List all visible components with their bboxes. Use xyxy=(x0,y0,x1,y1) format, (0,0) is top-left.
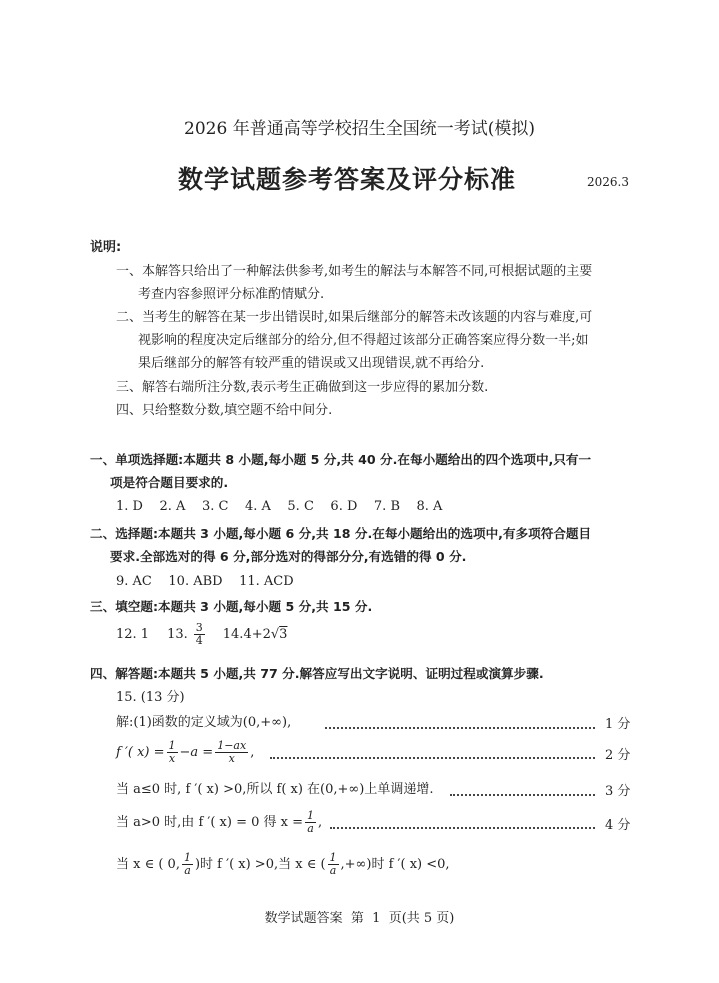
leader-dots xyxy=(270,757,595,759)
q15-step-5 xyxy=(116,852,450,877)
exam-title: 2026 年普通高等学校招生全国统一考试(模拟) xyxy=(184,119,535,139)
step2-fraction-1-den: x xyxy=(168,752,176,765)
instruction-2-line-1: 二、当考生的解答在某一步出错误时,如果后继部分的解答未改该题的内容与难度,可 xyxy=(116,310,593,325)
step5-fraction-1 xyxy=(182,852,193,877)
leader-dots xyxy=(450,794,595,796)
leader-dots xyxy=(325,727,595,729)
step5-fraction-1-num: 1 xyxy=(183,851,191,864)
step4-tail: , xyxy=(318,814,323,830)
q15-step-1: 解:(1)函数的定义域为(0,+∞), xyxy=(116,715,292,730)
page-title: 数学试题参考答案及评分标准 xyxy=(178,165,517,194)
q15-step-3-score: 3 分 xyxy=(605,784,631,799)
section2-heading-line-1: 二、选择题:本题共 3 小题,每小题 6 分,共 18 分.在每小题给出的选项中,有多项符合题目 xyxy=(90,526,592,541)
section1-heading-line-2: 项是符合题目要求的. xyxy=(110,475,229,490)
step5-fraction-2 xyxy=(328,852,339,877)
instruction-2-line-3: 果后继部分的解答有较严重的错误或又出现错误,就不再给分. xyxy=(138,356,485,371)
answer-14-prefix: 14.4+2 xyxy=(222,626,271,642)
answer-13-label: 13. xyxy=(167,626,188,642)
section1-answers: 1. D 2. A 3. C 4. A 5. C 6. D 7. B 8. A xyxy=(116,499,443,514)
step2-fraction-2-den: x xyxy=(228,752,235,765)
section3-heading: 三、填空题:本题共 3 小题,每小题 5 分,共 15 分. xyxy=(90,599,373,614)
step2-fraction-1 xyxy=(167,740,178,765)
instruction-4: 四、只给整数分数,填空题不给中间分. xyxy=(116,403,333,418)
exam-date: 2026.3 xyxy=(587,175,629,189)
instructions-label: 说明: xyxy=(90,240,122,255)
answer-12: 12. 1 xyxy=(116,626,150,642)
page-footer: 数学试题答案 第 1 页(共 5 页) xyxy=(264,911,455,926)
step2-fraction-2 xyxy=(215,740,248,765)
step5-fraction-2-num: 1 xyxy=(329,851,337,864)
answer-14-radicand: 3 xyxy=(279,626,288,642)
section2-answers: 9. AC 10. ABD 11. ACD xyxy=(116,574,294,589)
step4-fraction xyxy=(305,810,316,835)
section2-heading-line-2: 要求.全部选对的得 6 分,部分选对的得部分分,有选错的得 0 分. xyxy=(110,549,467,564)
step4-fraction-den: a xyxy=(307,822,314,835)
step2-fraction-2-num: 1−ax xyxy=(217,739,247,752)
step5-part-a: 当 x ∈ ( 0, xyxy=(116,856,180,872)
answer-14 xyxy=(223,625,288,645)
step5-fraction-1-den: a xyxy=(184,864,191,877)
q15-step-1-score: 1 分 xyxy=(605,717,631,732)
section1-heading-line-1: 一、单项选择题:本题共 8 小题,每小题 5 分,共 40 分.在每小题给出的四个选项中,只有一 xyxy=(90,452,592,467)
q15-step-4-score: 4 分 xyxy=(605,818,631,833)
q15-step-4 xyxy=(116,810,322,835)
step4-prefix: 当 a>0 时,由 f ′( x) = 0 得 x = xyxy=(116,814,303,830)
question-15-label: 15. (13 分) xyxy=(116,690,185,705)
step2-fraction-1-num: 1 xyxy=(168,739,176,752)
instruction-1-line-2: 考查内容参照评分标准酌情赋分. xyxy=(138,287,325,302)
step5-fraction-2-den: a xyxy=(329,864,337,877)
answer-13-denominator: 4 xyxy=(195,634,203,647)
step4-fraction-num: 1 xyxy=(307,809,314,822)
step2-tail: , xyxy=(250,744,255,760)
answer-13-fraction xyxy=(194,622,205,647)
derivative-lhs: f ′( x) = xyxy=(116,744,165,760)
instruction-1-line-1: 一、本解答只给出了一种解法供参考,如考生的解法与本解答不同,可根据试题的主要 xyxy=(116,264,593,279)
q15-step-2-score: 2 分 xyxy=(605,748,631,763)
step5-part-b: )时 f ′( x) >0,当 x ∈ ( xyxy=(194,856,326,872)
answer-13-numerator: 3 xyxy=(195,621,203,634)
step2-middle: −a = xyxy=(179,744,214,760)
q15-step-2 xyxy=(116,740,254,765)
sqrt-icon: √ xyxy=(270,626,280,642)
instruction-2-line-2: 视影响的程度决定后继部分的给分,但不得超过该部分正确答案应得分数一半;如 xyxy=(138,333,589,348)
step5-part-c: ,+∞)时 f ′( x) <0, xyxy=(340,856,450,872)
section4-heading: 四、解答题:本题共 5 小题,共 77 分.解答应写出文字说明、证明过程或演算步骤. xyxy=(90,666,544,681)
instruction-3: 三、解答右端所注分数,表示考生正确做到这一步应得的累加分数. xyxy=(116,380,489,395)
leader-dots xyxy=(330,827,595,829)
q15-step-3: 当 a≤0 时, f ′( x) >0,所以 f( x) 在(0,+∞)上单调递增. xyxy=(116,782,434,797)
section3-answers xyxy=(116,622,287,647)
